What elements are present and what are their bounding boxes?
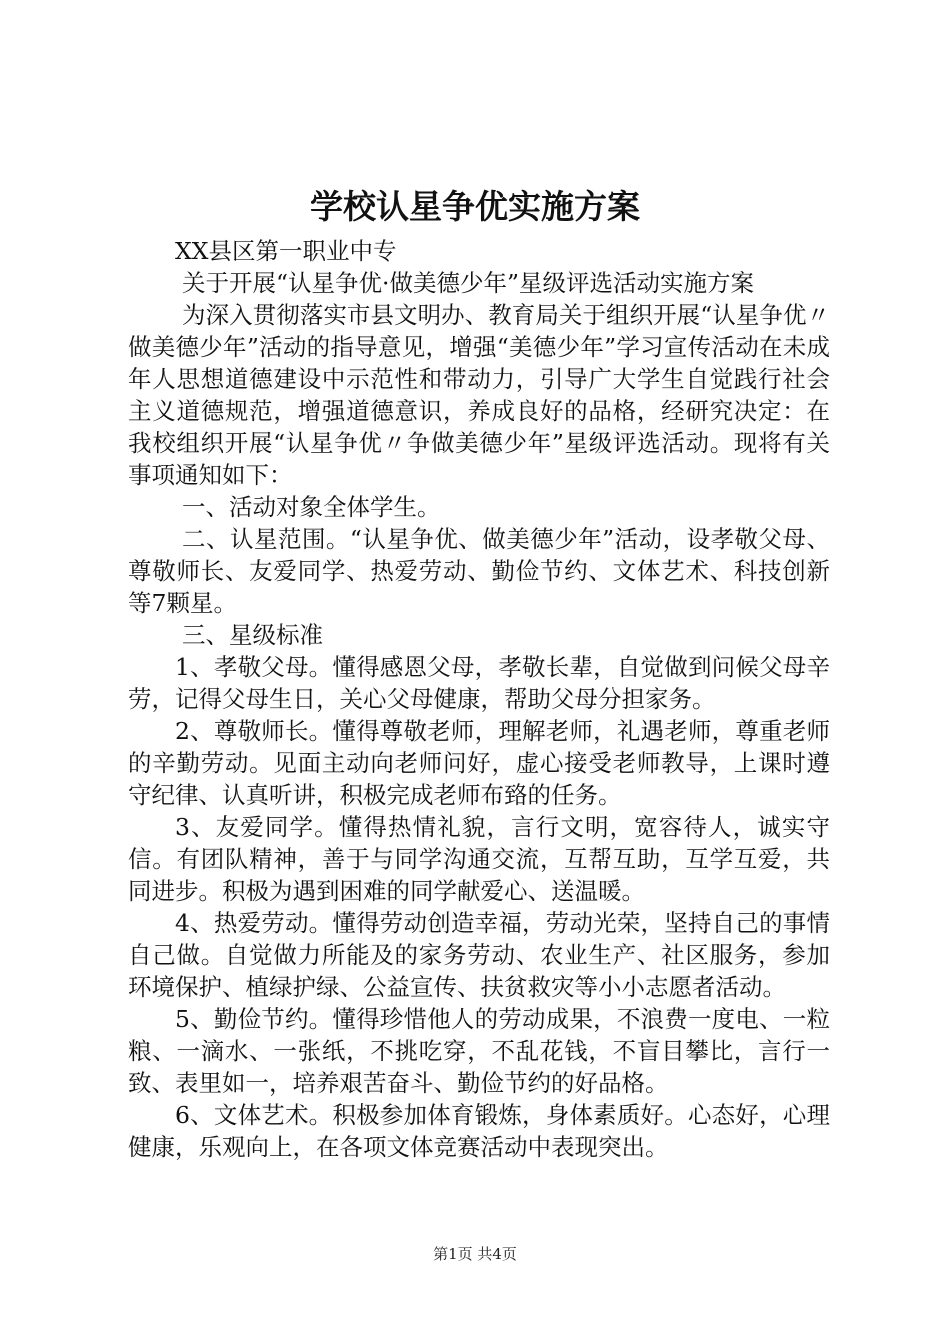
document-body	[128, 235, 830, 1163]
standard-item: 4、热爱劳动。懂得劳动创造幸福，劳动光荣，坚持自己的事情自己做。自觉做力所能及的家务劳动、农业生产、社区服务，参加环境保护、植绿护绿、公益宣传、扶贫救灾等小小志愿者活动。	[128, 909, 830, 1001]
standard-item: 5、勤俭节约。懂得珍惜他人的劳动成果，不浪费一度电、一粒粮、一滴水、一张纸，不挑吃穿，不乱花钱，不盲目攀比，言行一致、表里如一，培养艰苦奋斗、勤俭节约的好品格。	[128, 1005, 830, 1097]
section-star-standards: 三、星级标准	[182, 621, 324, 649]
school-name-line: XX县区第一职业中专	[175, 237, 397, 265]
section-star-scope: 二、认星范围。“认星争优、做美德少年”活动，设孝敬父母、尊敬师长、友爱同学、热爱劳动、勤俭节约、文体艺术、科技创新等7颗星。	[128, 525, 830, 617]
standard-item: 1、孝敬父母。懂得感恩父母，孝敬长辈，自觉做到问候父母辛劳，记得父母生日，关心父母健康，帮助父母分担家务。	[128, 653, 830, 713]
intro-paragraph: 为深入贯彻落实市县文明办、教育局关于组织开展“认星争优〃做美德少年”活动的指导意见，增强“美德少年”学习宣传活动在未成年人思想道德建设中示范性和带动力，引导广大学生自觉践行社会主义道德规范，增强道德意识，养成良好的品格，经研究决定：在我校组织开展“认星争优〃争做美德少年”星级评选活动。现将有关事项通知如下：	[128, 301, 830, 489]
standard-item: 3、友爱同学。懂得热情礼貌，言行文明，宽容待人，诚实守信。有团队精神，善于与同学沟通交流，互帮互助，互学互爱，共同进步。积极为遇到困难的同学献爱心、送温暖。	[128, 813, 830, 905]
standard-item: 2、尊敬师长。懂得尊敬老师，理解老师，礼遇老师，尊重老师的辛勤劳动。见面主动向老师问好，虚心接受老师教导，上课时遵守纪律、认真听讲，积极完成老师布臵的任务。	[128, 717, 830, 809]
section-participants: 一、活动对象全体学生。	[182, 493, 441, 521]
document-title: 学校认星争优实施方案	[310, 187, 640, 226]
notice-heading: 关于开展“认星争优·做美德少年”星级评选活动实施方案	[182, 269, 755, 297]
standard-item: 6、文体艺术。积极参加体育锻炼，身体素质好。心态好，心理健康，乐观向上，在各项文体竞赛活动中表现突出。	[128, 1101, 830, 1161]
page-indicator: 第1页 共4页	[433, 1245, 517, 1263]
